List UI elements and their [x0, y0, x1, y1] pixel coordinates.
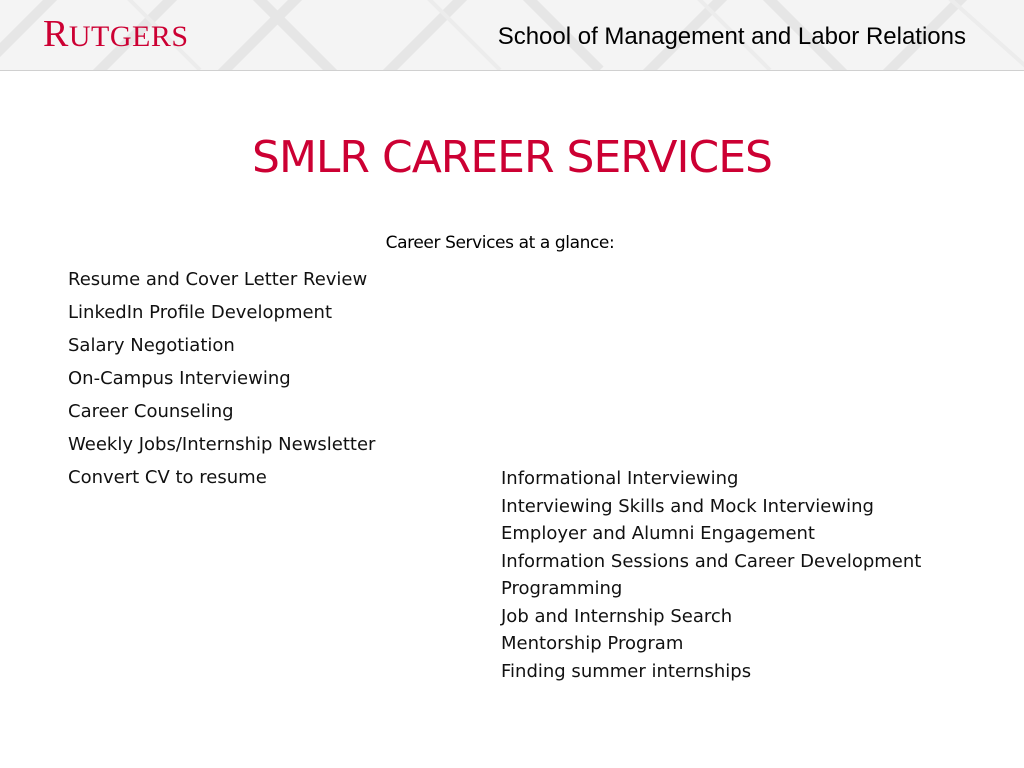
logo-initial: R: [43, 13, 69, 55]
list-item: Career Counseling: [68, 401, 234, 422]
slide-subheading: Career Services at a glance:: [385, 233, 615, 253]
logo-rest: UTGERS: [68, 20, 189, 53]
slide-title: SMLR CAREER SERVICES: [252, 132, 772, 183]
list-item: On-Campus Interviewing: [68, 368, 291, 389]
list-item: Job and Internship Search: [501, 605, 733, 627]
list-item: Weekly Jobs/Internship Newsletter: [68, 434, 376, 455]
right-services-list: [501, 465, 971, 685]
school-name: School of Management and Labor Relations: [497, 23, 966, 50]
slide-header: [0, 0, 1024, 71]
rutgers-logo: [43, 14, 189, 57]
list-item: Interviewing Skills and Mock Interviewing: [501, 495, 874, 517]
list-item: Resume and Cover Letter Review: [68, 269, 368, 290]
list-item: Mentorship Program: [501, 633, 684, 654]
list-item: Employer and Alumni Engagement: [501, 523, 815, 544]
list-item: Information Sessions and Career Development Programming: [501, 550, 922, 599]
list-item: Salary Negotiation: [68, 335, 235, 356]
list-item: Finding summer internships: [501, 660, 752, 682]
list-item: Convert CV to resume: [68, 467, 267, 488]
list-item: Informational Interviewing: [501, 468, 739, 489]
left-services-list: [68, 263, 375, 494]
list-item: LinkedIn Profile Development: [68, 302, 333, 323]
